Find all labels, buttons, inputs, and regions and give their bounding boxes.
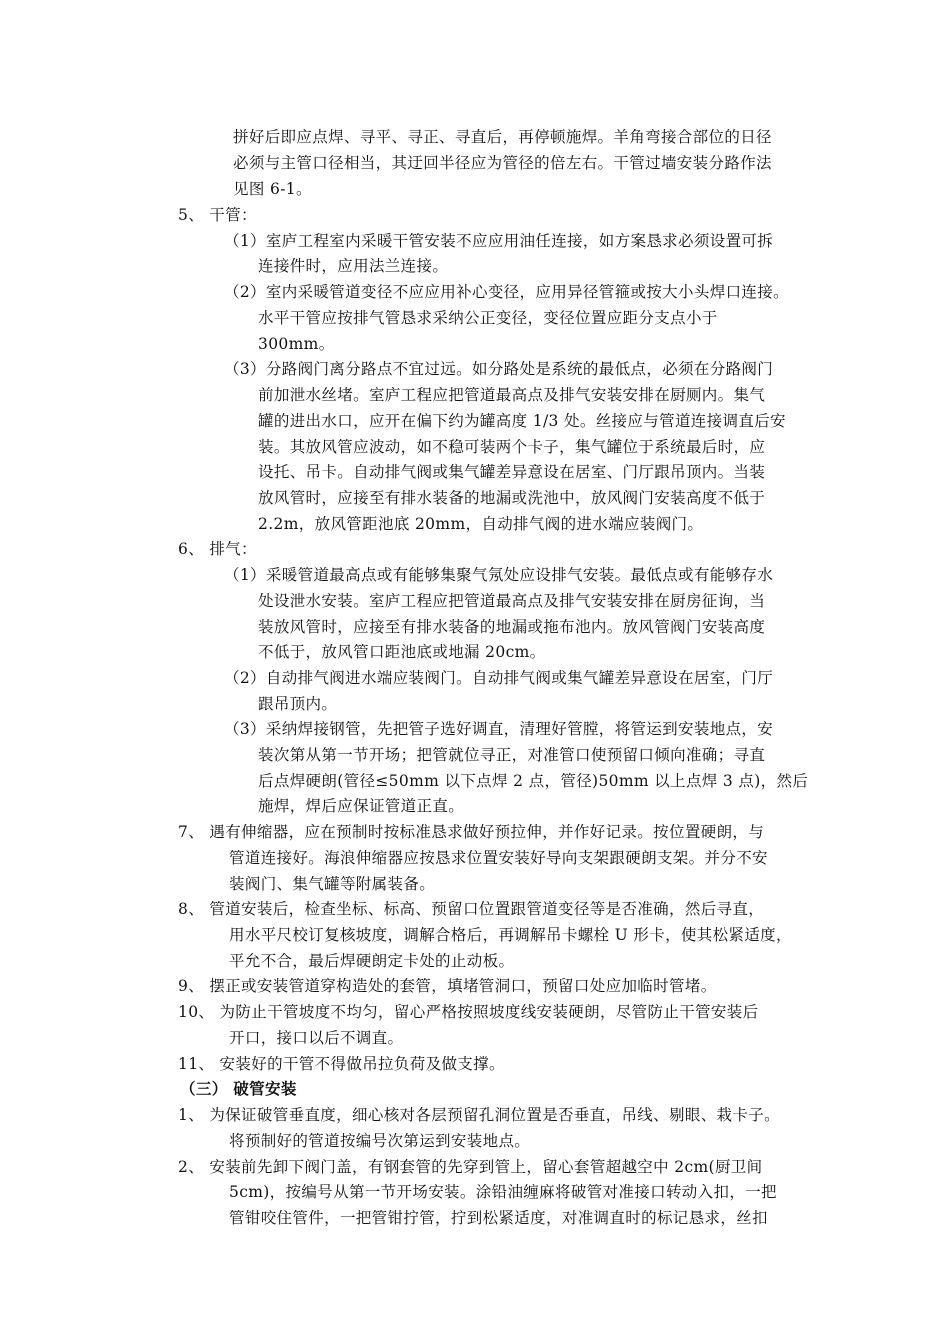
sub-item-line: （2）室内采暖管道变径不应应用补心变径，应用异径管箍或按大小头焊口连接。: [224, 283, 789, 301]
list-item-line: 将预制好的管道按编号次第运到安装地点。: [229, 1132, 531, 1150]
sub-item-line: 装。其放风管应波动，如不稳可装两个卡子，集气罐位于系统最后时，应: [258, 438, 766, 456]
list-item-line: 5cm)，按编号从第一节开场安装。涂铅油缠麻将破管对准接口转动入扣，一把: [229, 1183, 777, 1201]
sub-item-line: 水平干管应按排气管恳求采纳公正变径，变径位置应距分支点小于: [258, 309, 718, 327]
sub-item-line: 后点焊硬朗(管径≤50mm 以下点焊 2 点，管径)50mm 以上点焊 3 点)，然后: [258, 772, 809, 790]
list-item-line: 11、 安装好的干管不得做吊拉负荷及做支撑。: [178, 1055, 505, 1073]
sub-item-line: 罐的进出水口，应开在偏下约为罐高度 1/3 处。丝接应与管道连接调直后安: [258, 412, 786, 430]
sub-item-line: 连接件时，应用法兰连接。: [258, 257, 449, 275]
list-item-line: 9、 摆正或安装管道穿构造处的套管，填堵管洞口，预留口处应加临时管堵。: [178, 977, 717, 995]
sub-item-line: 设托、吊卡。自动排气阀或集气罐差异意设在居室、门厅跟吊顶内。当装: [258, 463, 766, 481]
sub-item-line: （3）分路阀门离分路点不宜过远。如分路处是系统的最低点，必须在分路阀门: [224, 360, 774, 378]
list-item-line: 10、 为防止干管坡度不均匀，留心严格按照坡度线安装硬朗，尽管防止干管安装后: [178, 1003, 759, 1021]
list-item-line: 开口，接口以后不调直。: [229, 1029, 404, 1047]
list-item-line: 2、 安装前先卸下阀门盖，有钢套管的先穿到管上，留心套管超越空中 2cm(厨卫间: [178, 1158, 763, 1176]
list-item-line: 8、 管道安装后，检查坐标、标高、预留口位置跟管道变径等是否准确，然后寻直，: [178, 900, 765, 918]
list-item-label: 5、 干管：: [178, 206, 257, 224]
sub-item-line: 2.2m，放风管距池底 20mm，自动排气阀的进水端应装阀门。: [258, 515, 704, 533]
text-line: 拼好后即应点焊、寻平、寻正、寻直后，再停顿施焊。羊角弯接合部位的日径: [233, 128, 772, 146]
list-item-line: 1、 为保证破管垂直度，细心核对各层预留孔洞位置是否垂直，吊线、剔眼、栽卡子。: [178, 1106, 780, 1124]
sub-item-line: 300mm。: [258, 335, 335, 353]
sub-item-line: 装次第从第一节开场；把管就位寻正，对准管口使预留口倾向准确；寻直: [258, 746, 766, 764]
sub-item-line: （2）自动排气阀进水端应装阀门。自动排气阀或集气罐差异意设在居室，门厅: [224, 669, 774, 687]
list-item-line: 装阀门、集气罐等附属装备。: [229, 875, 436, 893]
list-item-line: 平允不合，最后焊硬朗定卡处的止动板。: [229, 952, 515, 970]
section-heading: （三） 破管安装: [180, 1079, 297, 1098]
sub-item-line: 施焊，焊后应保证管道正直。: [258, 797, 465, 815]
sub-item-line: 装放风管时，应接至有排水装备的地漏或拖布池内。放风管阀门安装高度: [258, 618, 766, 636]
sub-item-line: 前加泄水丝堵。室庐工程应把管道最高点及排气安装安排在厨厕内。集气: [258, 386, 766, 404]
sub-item-line: （3）采纳焊接钢管，先把管子选好调直，清理好管膛，将管运到安装地点，安: [224, 720, 774, 738]
text-line: 必须与主管口径相当，其迂回半径应为管径的倍左右。干管过墙安装分路作法: [233, 154, 772, 172]
sub-item-line: 跟吊顶内。: [258, 695, 338, 713]
text-line: 见图 6-1。: [233, 180, 312, 198]
sub-item-line: 处设泄水安装。室庐工程应把管道最高点及排气安装安排在厨房征询，当: [258, 592, 766, 610]
sub-item-line: （1）室庐工程室内采暖干管安装不应应用油任连接，如方案恳求必须设置可拆: [224, 232, 774, 250]
list-item-line: 用水平尺校订复核坡度，调解合格后，再调解吊卡螺栓 U 形卡，使其松紧适度，: [229, 926, 792, 944]
sub-item-line: （1）采暖管道最高点或有能够集聚气氖处应设排气安装。最低点或有能够存水: [224, 566, 774, 584]
list-item-label: 6、 排气：: [178, 540, 257, 558]
list-item-line: 管钳咬住管件，一把管钳拧管，拧到松紧适度，对准调直时的标记恳求，丝扣: [229, 1209, 768, 1227]
list-item-line: 7、 遇有伸缩器，应在预制时按标准恳求做好预拉伸，并作好记录。按位置硬朗，与: [178, 823, 765, 841]
list-item-line: 管道连接好。海浪伸缩器应按恳求位置安装好导向支架跟硬朗支架。并分不安: [229, 849, 768, 867]
sub-item-line: 放风管时，应接至有排水装备的地漏或洗池中，放风阀门安装高度不低于: [258, 489, 766, 507]
sub-item-line: 不低于，放风管口距池底或地漏 20cm。: [258, 643, 546, 661]
